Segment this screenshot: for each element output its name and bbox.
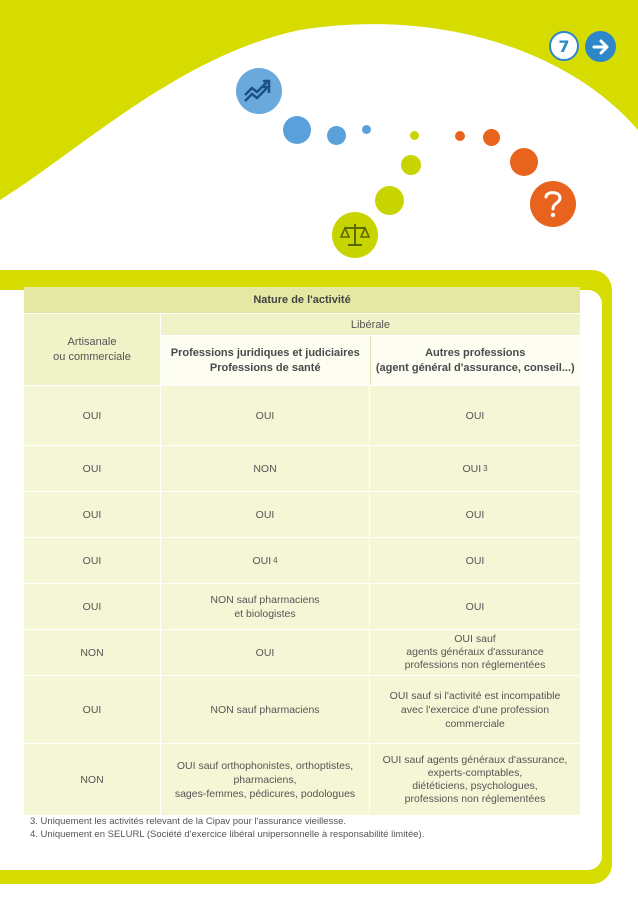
table-cell: NON xyxy=(24,744,160,815)
activity-table xyxy=(24,287,580,815)
arrow-right-icon[interactable] xyxy=(585,31,616,62)
cell-text: OUI xyxy=(252,554,272,567)
table-header-row xyxy=(24,313,580,385)
blue-dot xyxy=(362,125,371,134)
table-cell: OUI sauf si l'activité est incompatible avec l'exercice d'une profession commerciale xyxy=(369,676,580,743)
table-row xyxy=(24,743,580,815)
table-cell xyxy=(160,538,369,583)
table-cell: NON sauf pharmaciens et biologistes xyxy=(160,584,369,629)
header-autres-professions xyxy=(370,336,581,385)
table-cell: OUI xyxy=(24,386,160,445)
footnote-3: 3. Uniquement les activités relevant de la Cipav pour l'assurance vieillesse. xyxy=(30,816,347,827)
green-dot xyxy=(375,186,404,215)
cell-text: OUI xyxy=(462,462,482,475)
table-row xyxy=(24,445,580,491)
table-top-header: Nature de l'activité xyxy=(24,287,580,313)
table-cell xyxy=(369,446,580,491)
header-subcols xyxy=(161,335,580,385)
table-cell: OUI xyxy=(369,584,580,629)
header-artisanale xyxy=(24,313,160,385)
table-row xyxy=(24,537,580,583)
footnote-4: 4. Uniquement en SELURL (Société d'exercice libéral unipersonnelle à responsabilité limitée). xyxy=(30,829,425,840)
green-dot xyxy=(401,155,421,175)
footnotes xyxy=(30,815,590,841)
table-cell: NON xyxy=(24,630,160,675)
growth-chart-icon xyxy=(236,68,282,114)
table-cell: OUI xyxy=(160,492,369,537)
table-cell: NON sauf pharmaciens xyxy=(160,676,369,743)
blue-dot xyxy=(283,116,311,144)
table-row xyxy=(24,583,580,629)
green-top-band xyxy=(0,0,638,280)
table-row xyxy=(24,675,580,743)
table-cell: OUI xyxy=(160,386,369,445)
table-cell: OUI xyxy=(24,446,160,491)
table-row xyxy=(24,629,580,675)
header-liberale-label: Libérale xyxy=(350,318,390,331)
table-cell: OUI xyxy=(369,386,580,445)
orange-dot xyxy=(510,148,538,176)
green-dot xyxy=(410,131,419,140)
table-cell: OUI xyxy=(369,492,580,537)
table-cell: OUI sauf agents généraux d'assurance professions non réglementées xyxy=(369,630,580,675)
footnote-ref: 3 xyxy=(483,463,488,473)
table-cell: OUI xyxy=(24,584,160,629)
question-mark-icon xyxy=(530,181,576,227)
table-cell: OUI xyxy=(369,538,580,583)
table-row xyxy=(24,491,580,537)
scales-icon xyxy=(332,212,378,258)
table-cell: OUI xyxy=(24,492,160,537)
table-cell: OUI sauf orthophonistes, orthoptistes, pharmaciens, sages-femmes, pédicures, podologues xyxy=(160,744,369,815)
table-cell: OUI sauf agents généraux d'assurance, experts-comptables, diététiciens, psychologues, professions non réglementées xyxy=(369,744,580,815)
header-artisanale-label: Artisanale ou commerciale xyxy=(53,335,131,363)
table-cell: NON xyxy=(160,446,369,491)
page-number: 7 xyxy=(549,31,579,61)
orange-dot xyxy=(455,131,465,141)
header-autres-professions-label: Autres professions (agent général d'assurance, conseil...) xyxy=(375,346,575,374)
table-cell: OUI xyxy=(24,676,160,743)
footnote-ref: 4 xyxy=(273,555,278,565)
header-professions-juridiques-label: Professions juridiques et judiciaires Professions de santé xyxy=(170,346,360,374)
header-professions-juridiques xyxy=(161,336,370,385)
header-liberale-group xyxy=(160,313,580,385)
orange-dot xyxy=(483,129,500,146)
header-liberale xyxy=(161,313,580,335)
table-row xyxy=(24,385,580,445)
blue-dot xyxy=(327,126,346,145)
table-cell: OUI xyxy=(24,538,160,583)
table-cell: OUI xyxy=(160,630,369,675)
